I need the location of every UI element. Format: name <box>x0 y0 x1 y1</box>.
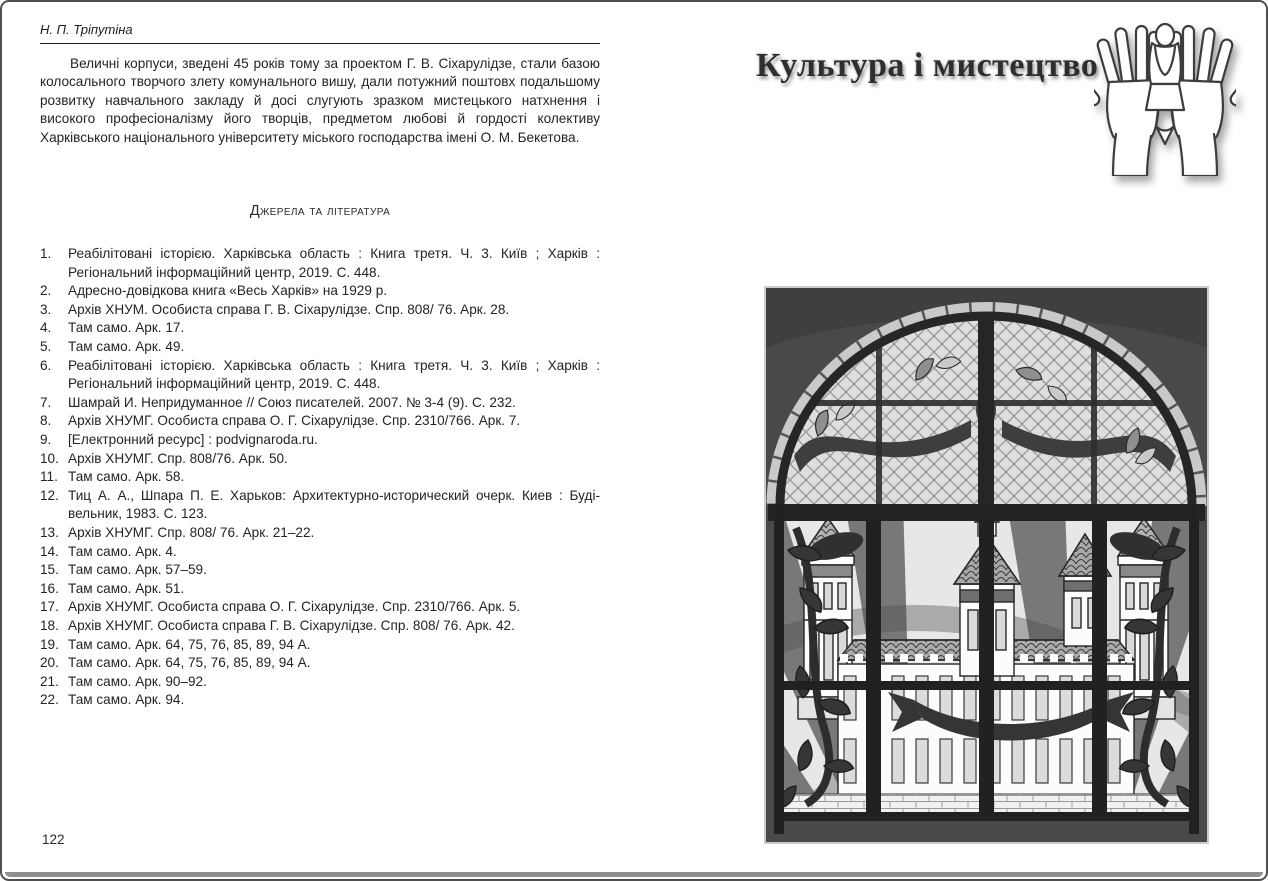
reference-item <box>40 543 600 562</box>
reference-number: 22. <box>40 692 59 708</box>
reference-number: 9. <box>40 431 52 447</box>
reference-item <box>40 357 600 394</box>
reference-number: 10. <box>40 450 59 466</box>
stained-glass-photo <box>764 286 1209 844</box>
reference-number: 4. <box>40 320 52 336</box>
reference-text: Архів ХНУМГ. Особиста справа Г. В. Сіхарулідзе. Спр. 808/ 76. Арк. 42. <box>68 617 515 633</box>
reference-text: Архів ХНУМГ. Особиста справа О. Г. Сіхарулідзе. Спр. 2310/766. Арк. 5. <box>68 599 521 615</box>
reference-number: 7. <box>40 394 52 410</box>
reference-text: Там само. Арк. 90–92. <box>68 673 207 689</box>
reference-item <box>40 412 600 431</box>
reference-item <box>40 636 600 655</box>
reference-text: Архів ХНУМГ. Особиста справа О. Г. Сіхарулідзе. Спр. 2310/766. Арк. 7. <box>68 413 521 429</box>
reference-item <box>40 450 600 469</box>
left-text-column <box>40 22 600 710</box>
reference-item <box>40 617 600 636</box>
reference-item <box>40 673 600 692</box>
reference-number: 6. <box>40 357 52 373</box>
reference-number: 17. <box>40 599 59 615</box>
reference-item <box>40 654 600 673</box>
reference-item <box>40 580 600 599</box>
reference-number: 3. <box>40 301 52 317</box>
reference-text: [Електронний ресурс] : podvignaroda.ru. <box>68 431 318 447</box>
section-heading: Джерела та література <box>249 203 391 220</box>
left-page <box>2 2 636 881</box>
reference-number: 14. <box>40 543 59 559</box>
reference-text: Там само. Арк. 51. <box>68 580 185 596</box>
reference-text: Реабілітовані історією. Харківська область : Книга третя. Ч. 3. Київ ; Харків : Регіональний інформаційний центр, 2019. С. 448. <box>68 357 600 392</box>
reference-number: 11. <box>40 469 58 485</box>
reference-item <box>40 561 600 580</box>
reference-text: Реабілітовані історією. Харківська область : Книга третя. Ч. 3. Київ ; Харків : Регіональний інформаційний центр, 2019. С. 448. <box>68 246 600 280</box>
chapter-title: Культура і мистецтво <box>756 47 1099 84</box>
reference-number: 13. <box>40 524 59 540</box>
reference-text: Там само. Арк. 17. <box>68 320 185 336</box>
hands-holding-figure-icon <box>1094 22 1236 176</box>
reference-number: 1. <box>40 246 52 262</box>
reference-item <box>40 301 600 320</box>
right-page <box>636 2 1268 881</box>
reference-number: 2. <box>40 283 52 299</box>
reference-text: Архів ХНУМГ. Спр. 808/ 76. Арк. 21–22. <box>68 524 315 540</box>
references-list <box>40 245 600 710</box>
reference-number: 16. <box>40 580 59 596</box>
reference-number: 21. <box>40 673 59 689</box>
reference-item <box>40 691 600 710</box>
reference-item <box>40 282 600 301</box>
reference-number: 15. <box>40 562 59 578</box>
page-bottom-bar <box>5 872 1263 877</box>
reference-text: Адресно-довідкова книга «Весь Харків» на 1929 р. <box>68 283 388 299</box>
reference-item <box>40 394 600 413</box>
reference-item <box>40 431 600 450</box>
page-number: 122 <box>42 832 65 847</box>
reference-item <box>40 598 600 617</box>
reference-text: Шамрай И. Непридуманное // Союз писателей. 2007. № 3-4 (9). С. 232. <box>68 394 516 410</box>
reference-number: 8. <box>40 413 52 429</box>
reference-text: Архів ХНУМ. Особиста справа Г. В. Сіхарулідзе. Спр. 808/ 76. Арк. 28. <box>68 301 510 317</box>
reference-text: Там само. Арк. 64, 75, 76, 85, 89, 94 А. <box>68 655 311 671</box>
reference-item <box>40 524 600 543</box>
body-paragraph: Величні корпуси, зведені 45 років тому за проектом Г. В. Сіхарулідзе, стали базою колосального творчого злету комунального вишу, дали потужний поштовх подальшому розвитку навчального закладу й досі слугують зразком мистецького натхнення і високого професіоналізму його творців, предметом любові й гордості колективу Харківського національного університету міського господарства імені О. М. Бекетова. <box>40 56 600 145</box>
reference-text: Архів ХНУМГ. Спр. 808/76. Арк. 50. <box>68 450 288 466</box>
reference-text: Там само. Арк. 58. <box>68 469 185 485</box>
reference-text: Там само. Арк. 49. <box>68 339 185 354</box>
reference-number: 19. <box>40 636 59 652</box>
reference-item <box>40 319 600 338</box>
reference-item <box>40 245 600 282</box>
running-head: Н. П. Тріпутіна <box>40 22 600 44</box>
reference-number: 20. <box>40 655 59 671</box>
reference-text: Там само. Арк. 4. <box>68 543 177 559</box>
reference-item <box>40 338 600 357</box>
reference-number: 12. <box>40 487 59 503</box>
reference-text: Там само. Арк. 64, 75, 76, 85, 89, 94 А. <box>68 636 311 652</box>
reference-number: 18. <box>40 617 59 633</box>
reference-item <box>40 468 600 487</box>
reference-text: Тиц А. А., Шпара П. Е. Харьков: Архитектурно-исторический очерк. Киев : Будівельник, 1983. С. 123. <box>68 487 600 522</box>
reference-item <box>40 487 600 524</box>
reference-text: Там само. Арк. 94. <box>68 692 185 708</box>
reference-text: Там само. Арк. 57–59. <box>68 562 207 578</box>
reference-number: 5. <box>40 339 52 354</box>
